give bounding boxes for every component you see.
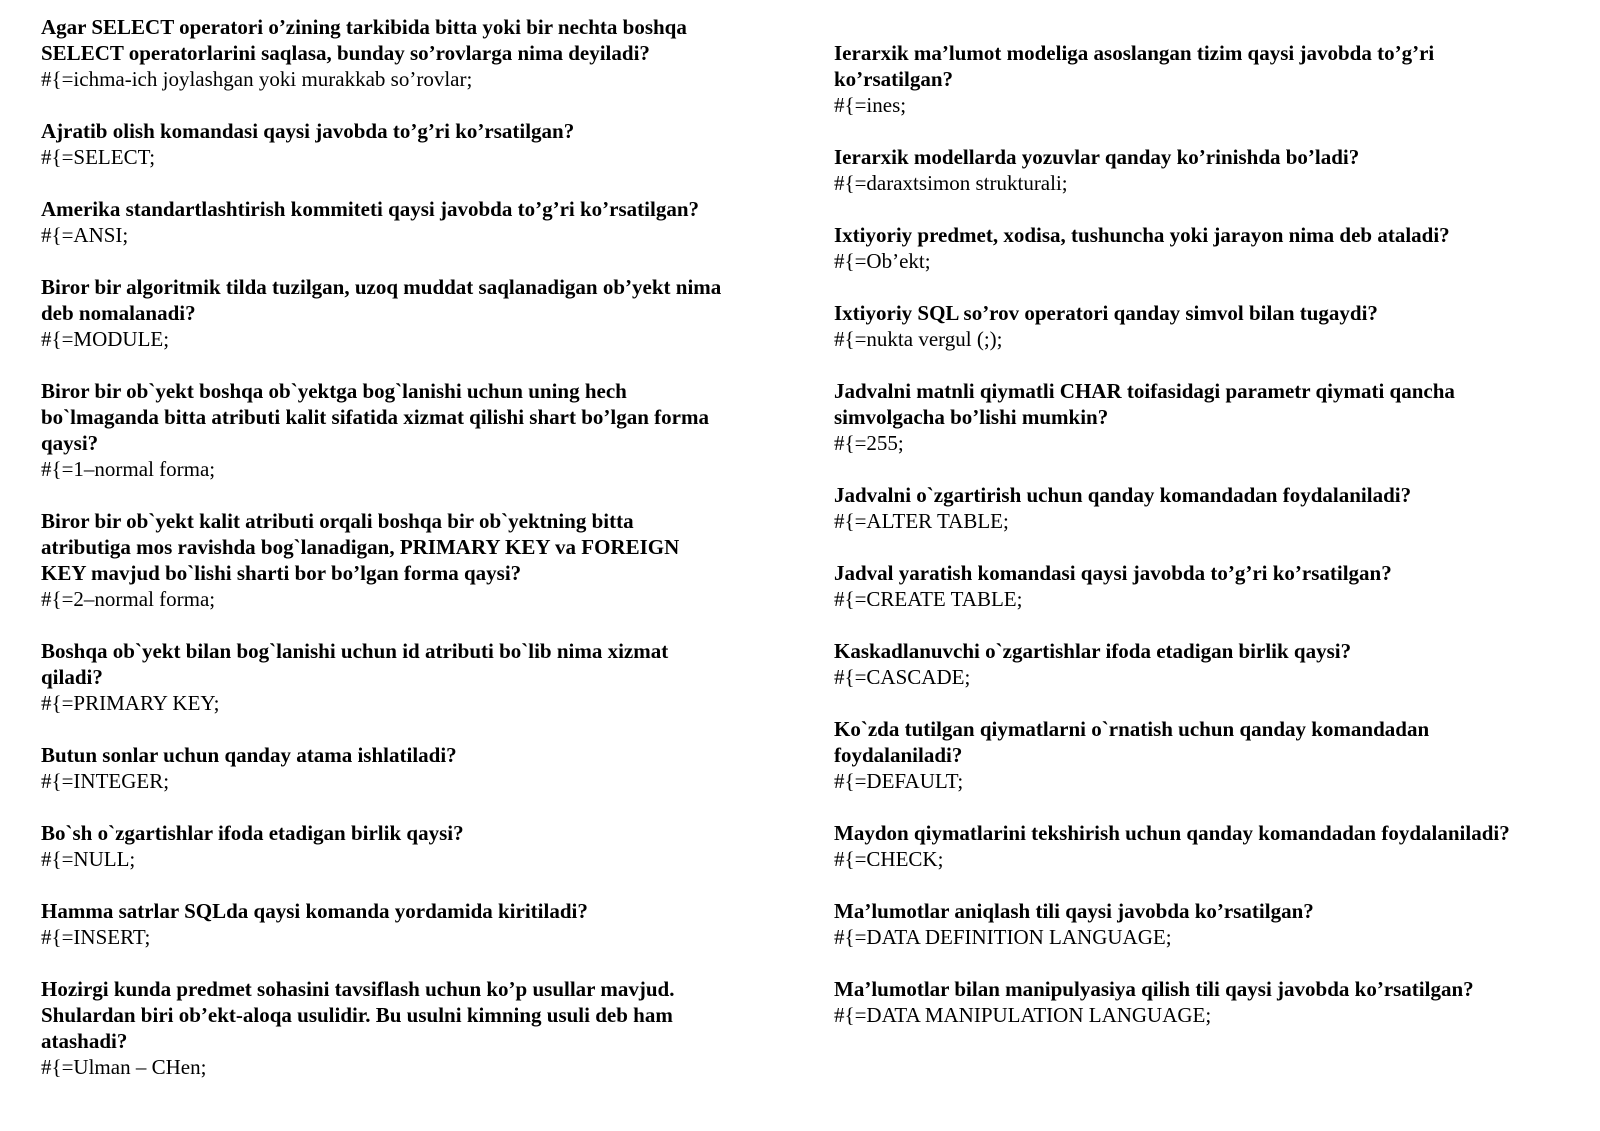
answer-text: #{=Ob’ekt; <box>834 249 931 273</box>
qa-item <box>41 820 796 872</box>
question-text: Biror bir algoritmik tilda tuzilgan, uzoq muddat saqlanadigan ob’yekt nima deb nomalanadi? <box>41 275 722 325</box>
qa-item <box>834 482 1594 534</box>
qa-item <box>834 144 1594 196</box>
question-text: Jadvalni matnli qiymatli CHAR toifasidagi parametr qiymati qancha simvolgacha bo’lishi mumkin? <box>834 379 1455 429</box>
answer-text: #{=255; <box>834 431 904 455</box>
question-text: Ixtiyoriy predmet, xodisa, tushuncha yoki jarayon nima deb ataladi? <box>834 223 1450 247</box>
question-text: Hamma satrlar SQLda qaysi komanda yordamida kiritiladi? <box>41 899 588 923</box>
qa-item <box>41 14 796 92</box>
question-text: Ko`zda tutilgan qiymatlarni o`rnatish uchun qanday komandadan foydalaniladi? <box>834 717 1430 767</box>
answer-text: #{=CASCADE; <box>834 665 971 689</box>
answer-text: #{=ichma-ich joylashgan yoki murakkab so’rovlar; <box>41 67 473 91</box>
qa-item <box>41 638 796 716</box>
answer-text: #{=DATA DEFINITION LANGUAGE; <box>834 925 1172 949</box>
qa-item <box>834 898 1594 950</box>
qa-item <box>834 976 1594 1028</box>
answer-text: #{=NULL; <box>41 847 136 871</box>
left-column <box>41 14 796 1106</box>
question-text: Kaskadlanuvchi o`zgartishlar ifoda etadigan birlik qaysi? <box>834 639 1352 663</box>
qa-item <box>834 222 1594 274</box>
question-text: Boshqa ob`yekt bilan bog`lanishi uchun id atributi bo`lib nima xizmat qiladi? <box>41 639 669 689</box>
qa-item <box>834 378 1594 456</box>
qa-item <box>41 378 796 482</box>
answer-text: #{=INTEGER; <box>41 769 170 793</box>
answer-text: #{=ANSI; <box>41 223 129 247</box>
answer-text: #{=MODULE; <box>41 327 170 351</box>
answer-text: #{=2–normal forma; <box>41 587 216 611</box>
right-column <box>834 40 1594 1054</box>
question-text: Biror bir ob`yekt boshqa ob`yektga bog`lanishi uchun uning hech bo`lmaganda bitta atributi kalit sifatida xizmat qilishi shart bo’lgan forma qaysi? <box>41 379 709 455</box>
question-text: Ajratib olish komandasi qaysi javobda to’g’ri ko’rsatilgan? <box>41 119 575 143</box>
qa-item <box>41 976 796 1080</box>
answer-text: #{=ines; <box>834 93 907 117</box>
qa-item <box>41 742 796 794</box>
question-text: Ierarxik modellarda yozuvlar qanday ko’rinishda bo’ladi? <box>834 145 1360 169</box>
question-text: Agar SELECT operatori o’zining tarkibida bitta yoki bir nechta boshqa SELECT operatorlarini saqlasa, bunday so’rovlarga nima deyiladi? <box>41 15 687 65</box>
qa-item <box>41 196 796 248</box>
qa-item <box>834 638 1594 690</box>
question-text: Butun sonlar uchun qanday atama ishlatiladi? <box>41 743 457 767</box>
answer-text: #{=DATA MANIPULATION LANGUAGE; <box>834 1003 1212 1027</box>
answer-text: #{=INSERT; <box>41 925 151 949</box>
qa-item <box>834 40 1594 118</box>
qa-item <box>834 716 1594 794</box>
question-text: Ma’lumotlar bilan manipulyasiya qilish tili qaysi javobda ko’rsatilgan? <box>834 977 1474 1001</box>
answer-text: #{=ALTER TABLE; <box>834 509 1009 533</box>
answer-text: #{=CHECK; <box>834 847 944 871</box>
question-text: Ierarxik ma’lumot modeliga asoslangan tizim qaysi javobda to’g’ri ko’rsatilgan? <box>834 41 1435 91</box>
answer-text: #{=nukta vergul (;); <box>834 327 1003 351</box>
qa-item <box>834 560 1594 612</box>
question-text: Hozirgi kunda predmet sohasini tavsiflash uchun ko’p usullar mavjud. Shulardan biri ob’ekt-aloqa usulidir. Bu usulni kimning usuli deb ham atashadi? <box>41 977 675 1053</box>
question-text: Ixtiyoriy SQL so’rov operatori qanday simvol bilan tugaydi? <box>834 301 1378 325</box>
answer-text: #{=CREATE TABLE; <box>834 587 1023 611</box>
answer-text: #{=DEFAULT; <box>834 769 964 793</box>
question-text: Jadval yaratish komandasi qaysi javobda to’g’ri ko’rsatilgan? <box>834 561 1392 585</box>
qa-item <box>41 898 796 950</box>
answer-text: #{=Ulman – CHen; <box>41 1055 207 1079</box>
answer-text: #{=1–normal forma; <box>41 457 216 481</box>
question-text: Jadvalni o`zgartirish uchun qanday komandadan foydalaniladi? <box>834 483 1412 507</box>
question-text: Amerika standartlashtirish kommiteti qaysi javobda to’g’ri ko’rsatilgan? <box>41 197 699 221</box>
answer-text: #{=daraxtsimon strukturali; <box>834 171 1068 195</box>
question-text: Maydon qiymatlarini tekshirish uchun qanday komandadan foydalaniladi? <box>834 821 1510 845</box>
qa-item <box>41 118 796 170</box>
answer-text: #{=PRIMARY KEY; <box>41 691 220 715</box>
answer-text: #{=SELECT; <box>41 145 156 169</box>
question-text: Ma’lumotlar aniqlash tili qaysi javobda ko’rsatilgan? <box>834 899 1314 923</box>
qa-item <box>41 274 796 352</box>
qa-item <box>834 820 1594 872</box>
question-text: Bo`sh o`zgartishlar ifoda etadigan birlik qaysi? <box>41 821 464 845</box>
qa-item <box>834 300 1594 352</box>
qa-item <box>41 508 796 612</box>
question-text: Biror bir ob`yekt kalit atributi orqali boshqa bir ob`yektning bitta atributiga mos ravishda bog`lanadigan, PRIMARY KEY va FOREIGN KEY mavjud bo`lishi sharti bor bo’lgan forma qaysi? <box>41 509 680 585</box>
